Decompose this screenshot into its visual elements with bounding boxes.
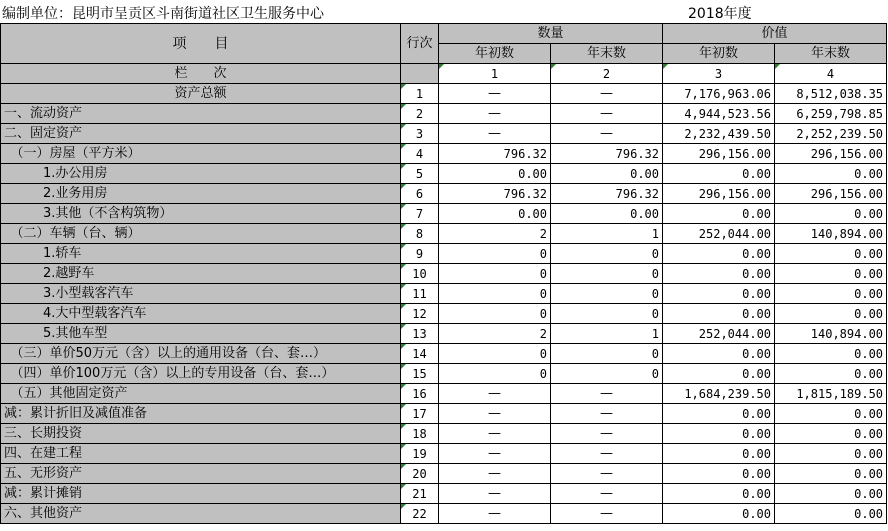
value-begin-cell: 0.00 bbox=[663, 344, 775, 364]
value-begin-cell: 0.00 bbox=[663, 444, 775, 464]
qty-begin-cell: 2 bbox=[439, 324, 551, 344]
table-row bbox=[1, 244, 887, 264]
column-label-blank bbox=[401, 64, 439, 84]
row-number: 3 bbox=[401, 124, 439, 144]
row-number: 22 bbox=[401, 504, 439, 524]
qty-end-cell: — bbox=[551, 464, 663, 484]
qty-end-cell: 1 bbox=[551, 324, 663, 344]
column-number: 4 bbox=[775, 64, 887, 84]
row-item-name: 3.其他（不含构筑物） bbox=[1, 204, 401, 224]
qty-end-cell: 0 bbox=[551, 304, 663, 324]
qty-begin-cell: 796.32 bbox=[439, 144, 551, 164]
qty-end-cell: 0 bbox=[551, 244, 663, 264]
table-row bbox=[1, 344, 887, 364]
qty-begin-cell: 0 bbox=[439, 344, 551, 364]
value-end-cell: 0.00 bbox=[775, 344, 887, 364]
column-number: 2 bbox=[551, 64, 663, 84]
row-number: 14 bbox=[401, 344, 439, 364]
value-end-cell: 0.00 bbox=[775, 304, 887, 324]
value-begin-cell: 4,944,523.56 bbox=[663, 104, 775, 124]
row-item-name: 二、固定资产 bbox=[1, 124, 401, 144]
column-number: 1 bbox=[439, 64, 551, 84]
value-end-cell: 0.00 bbox=[775, 244, 887, 264]
row-number: 18 bbox=[401, 424, 439, 444]
qty-begin-cell: — bbox=[439, 124, 551, 144]
row-number: 7 bbox=[401, 204, 439, 224]
value-end-cell: 2,252,239.50 bbox=[775, 124, 887, 144]
table-row bbox=[1, 224, 887, 244]
value-begin-cell: 0.00 bbox=[663, 204, 775, 224]
value-end-cell: 0.00 bbox=[775, 464, 887, 484]
row-number: 1 bbox=[401, 84, 439, 104]
value-begin-cell: 0.00 bbox=[663, 364, 775, 384]
row-number: 19 bbox=[401, 444, 439, 464]
row-item-name: 三、长期投资 bbox=[1, 424, 401, 444]
row-item-name: 五、无形资产 bbox=[1, 464, 401, 484]
row-number: 17 bbox=[401, 404, 439, 424]
qty-begin-cell: 2 bbox=[439, 224, 551, 244]
value-begin-cell: 0.00 bbox=[663, 284, 775, 304]
header-val-begin: 年初数 bbox=[663, 44, 775, 64]
qty-end-cell: — bbox=[551, 124, 663, 144]
qty-begin-cell: 0.00 bbox=[439, 164, 551, 184]
row-item-name: （四）单价100万元（含）以上的专用设备（台、套…） bbox=[1, 364, 401, 384]
table-row bbox=[1, 404, 887, 424]
qty-begin-cell: 0 bbox=[439, 304, 551, 324]
row-number: 6 bbox=[401, 184, 439, 204]
qty-end-cell: 0 bbox=[551, 284, 663, 304]
value-end-cell: 0.00 bbox=[775, 504, 887, 524]
row-number: 2 bbox=[401, 104, 439, 124]
column-number: 3 bbox=[663, 64, 775, 84]
header-qty: 数量 bbox=[439, 24, 663, 44]
qty-end-cell: — bbox=[551, 424, 663, 444]
header-val-end: 年末数 bbox=[775, 44, 887, 64]
value-end-cell: 0.00 bbox=[775, 444, 887, 464]
table-row bbox=[1, 184, 887, 204]
table-row bbox=[1, 424, 887, 444]
row-item-name: （二）车辆（台、辆） bbox=[1, 224, 401, 244]
row-item-name: 1.办公用房 bbox=[1, 164, 401, 184]
row-number: 5 bbox=[401, 164, 439, 184]
reporting-unit: 编制单位：昆明市呈贡区斗南街道社区卫生服务中心 bbox=[2, 6, 324, 22]
row-item-name: 3.小型载客汽车 bbox=[1, 284, 401, 304]
value-end-cell: 0.00 bbox=[775, 364, 887, 384]
value-end-cell: 0.00 bbox=[775, 164, 887, 184]
value-begin-cell: 0.00 bbox=[663, 304, 775, 324]
qty-begin-cell: 0.00 bbox=[439, 204, 551, 224]
value-begin-cell: 0.00 bbox=[663, 264, 775, 284]
row-number: 4 bbox=[401, 144, 439, 164]
value-end-cell: 0.00 bbox=[775, 204, 887, 224]
qty-end-cell: — bbox=[551, 484, 663, 504]
value-end-cell: 0.00 bbox=[775, 424, 887, 444]
qty-begin-cell: 0 bbox=[439, 284, 551, 304]
row-item-name: 减：累计折旧及减值准备 bbox=[1, 404, 401, 424]
value-begin-cell: 0.00 bbox=[663, 164, 775, 184]
header-item: 项 目 bbox=[1, 24, 401, 64]
qty-end-cell: — bbox=[551, 84, 663, 104]
qty-end-cell: 0 bbox=[551, 264, 663, 284]
table-row bbox=[1, 464, 887, 484]
value-begin-cell: 252,044.00 bbox=[663, 324, 775, 344]
row-item-name: 一、流动资产 bbox=[1, 104, 401, 124]
row-item-name: 减：累计摊销 bbox=[1, 484, 401, 504]
table-row bbox=[1, 324, 887, 344]
value-end-cell: 140,894.00 bbox=[775, 224, 887, 244]
row-item-name: 5.其他车型 bbox=[1, 324, 401, 344]
value-end-cell: 0.00 bbox=[775, 264, 887, 284]
value-begin-cell: 7,176,963.06 bbox=[663, 84, 775, 104]
qty-end-cell: 0 bbox=[551, 344, 663, 364]
qty-end-cell: — bbox=[551, 504, 663, 524]
table-row bbox=[1, 484, 887, 504]
row-item-name: 四、在建工程 bbox=[1, 444, 401, 464]
table-row bbox=[1, 264, 887, 284]
value-begin-cell: 252,044.00 bbox=[663, 224, 775, 244]
qty-end-cell: — bbox=[551, 104, 663, 124]
value-begin-cell: 0.00 bbox=[663, 244, 775, 264]
value-end-cell: 140,894.00 bbox=[775, 324, 887, 344]
row-item-name: 4.大中型载客汽车 bbox=[1, 304, 401, 324]
row-item-name: （五）其他固定资产 bbox=[1, 384, 401, 404]
value-begin-cell: 2,232,439.50 bbox=[663, 124, 775, 144]
row-number: 15 bbox=[401, 364, 439, 384]
qty-begin-cell: — bbox=[439, 444, 551, 464]
row-item-name: 2.越野车 bbox=[1, 264, 401, 284]
table-row bbox=[1, 124, 887, 144]
qty-begin-cell: 0 bbox=[439, 244, 551, 264]
table-row bbox=[1, 84, 887, 104]
row-number: 8 bbox=[401, 224, 439, 244]
table-row bbox=[1, 144, 887, 164]
row-item-name: （一）房屋（平方米） bbox=[1, 144, 401, 164]
value-begin-cell: 0.00 bbox=[663, 484, 775, 504]
qty-end-cell: — bbox=[551, 444, 663, 464]
row-item-name: 1.轿车 bbox=[1, 244, 401, 264]
row-number: 20 bbox=[401, 464, 439, 484]
column-label: 栏 次 bbox=[1, 64, 401, 84]
qty-begin-cell: 0 bbox=[439, 364, 551, 384]
value-begin-cell: 0.00 bbox=[663, 404, 775, 424]
table-row bbox=[1, 204, 887, 224]
row-item-name: 2.业务用房 bbox=[1, 184, 401, 204]
table-row bbox=[1, 164, 887, 184]
qty-end-cell: 1 bbox=[551, 224, 663, 244]
qty-begin-cell: — bbox=[439, 104, 551, 124]
value-end-cell: 1,815,189.50 bbox=[775, 384, 887, 404]
value-begin-cell: 0.00 bbox=[663, 464, 775, 484]
qty-end-cell: — bbox=[551, 404, 663, 424]
row-item-name: 六、其他资产 bbox=[1, 504, 401, 524]
qty-end-cell: 796.32 bbox=[551, 184, 663, 204]
table-row bbox=[1, 444, 887, 464]
table-row bbox=[1, 304, 887, 324]
report-year: 2018年度 bbox=[688, 6, 752, 22]
row-number: 10 bbox=[401, 264, 439, 284]
asset-table bbox=[0, 23, 887, 524]
row-number: 16 bbox=[401, 384, 439, 404]
value-end-cell: 0.00 bbox=[775, 284, 887, 304]
value-begin-cell: 296,156.00 bbox=[663, 144, 775, 164]
value-end-cell: 296,156.00 bbox=[775, 184, 887, 204]
qty-begin-cell: — bbox=[439, 464, 551, 484]
value-begin-cell: 0.00 bbox=[663, 504, 775, 524]
qty-end-cell: 0.00 bbox=[551, 164, 663, 184]
table-row bbox=[1, 364, 887, 384]
row-number: 12 bbox=[401, 304, 439, 324]
qty-begin-cell: — bbox=[439, 84, 551, 104]
qty-begin-cell: — bbox=[439, 384, 551, 404]
table-row bbox=[1, 104, 887, 124]
table-row bbox=[1, 384, 887, 404]
qty-end-cell: 0.00 bbox=[551, 204, 663, 224]
header-value: 价值 bbox=[663, 24, 887, 44]
value-end-cell: 0.00 bbox=[775, 404, 887, 424]
row-number: 11 bbox=[401, 284, 439, 304]
qty-begin-cell: 796.32 bbox=[439, 184, 551, 204]
qty-begin-cell: — bbox=[439, 504, 551, 524]
table-row bbox=[1, 284, 887, 304]
qty-begin-cell: — bbox=[439, 484, 551, 504]
qty-begin-cell: — bbox=[439, 424, 551, 444]
qty-begin-cell: — bbox=[439, 404, 551, 424]
value-end-cell: 8,512,038.35 bbox=[775, 84, 887, 104]
qty-end-cell: — bbox=[551, 384, 663, 404]
table-body bbox=[1, 84, 887, 524]
row-item-name: 资产总额 bbox=[1, 84, 401, 104]
header-row-no: 行次 bbox=[401, 24, 439, 64]
row-number: 13 bbox=[401, 324, 439, 344]
header-qty-end: 年末数 bbox=[551, 44, 663, 64]
report-meta bbox=[0, 0, 888, 23]
value-end-cell: 6,259,798.85 bbox=[775, 104, 887, 124]
header-qty-begin: 年初数 bbox=[439, 44, 551, 64]
qty-begin-cell: 0 bbox=[439, 264, 551, 284]
value-end-cell: 296,156.00 bbox=[775, 144, 887, 164]
row-number: 21 bbox=[401, 484, 439, 504]
table-row bbox=[1, 504, 887, 524]
row-number: 9 bbox=[401, 244, 439, 264]
value-begin-cell: 0.00 bbox=[663, 424, 775, 444]
row-item-name: （三）单价50万元（含）以上的通用设备（台、套…） bbox=[1, 344, 401, 364]
value-end-cell: 0.00 bbox=[775, 484, 887, 504]
qty-end-cell: 796.32 bbox=[551, 144, 663, 164]
qty-end-cell: 0 bbox=[551, 364, 663, 384]
value-begin-cell: 296,156.00 bbox=[663, 184, 775, 204]
value-begin-cell: 1,684,239.50 bbox=[663, 384, 775, 404]
